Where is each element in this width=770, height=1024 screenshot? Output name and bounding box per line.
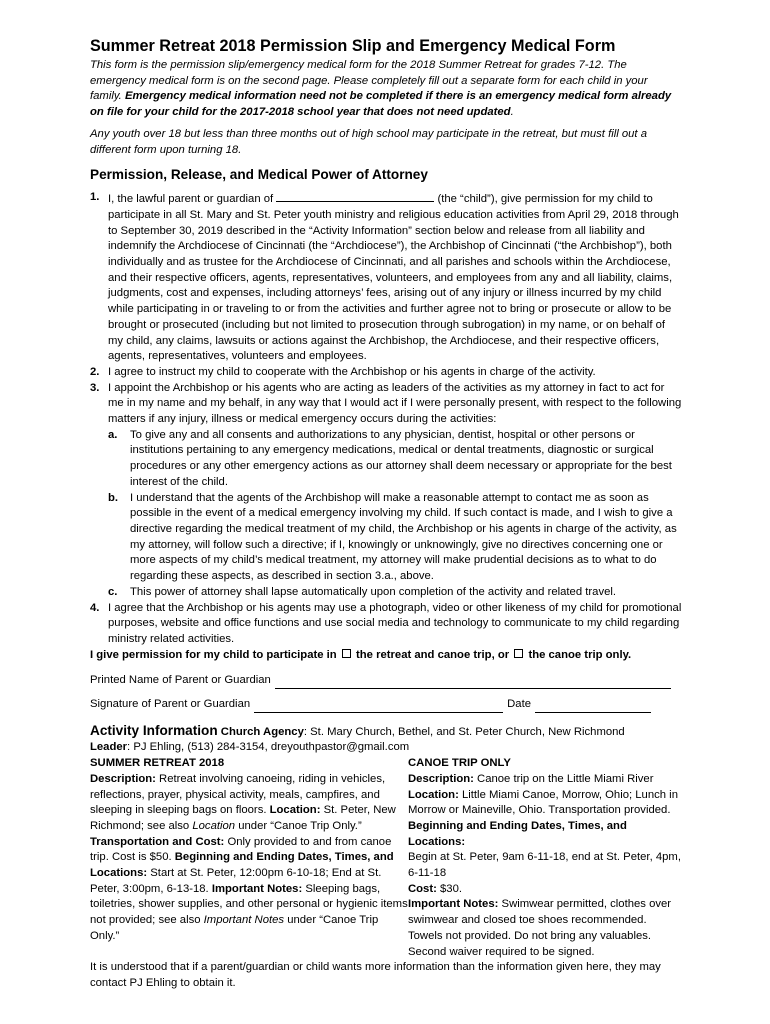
notes-italic: Important Notes xyxy=(203,914,285,927)
location-label: Location: xyxy=(269,804,321,817)
canoe-cost xyxy=(408,882,682,898)
description-text: Retreat involving canoeing, riding in vehicles, reflections, prayer, physical activity, meals, campfires, and sleeping in sleeping bags on floors. xyxy=(90,772,386,817)
notes-text: Swimwear permitted, clothes over swimwear and closed toe shoes recommended. Towels not provided. Do not bring any valuables. Second waiver required to be signed. xyxy=(408,898,672,958)
location-label: Location: xyxy=(408,788,459,801)
canoe-description xyxy=(408,772,682,788)
canoe-only-checkbox[interactable] xyxy=(514,649,523,658)
sub-text: To give any and all consents and authorizations to any physician, dentist, hospital or other persons or institutions pertaining to any emergency medications, medical or dental treatments, diagnostic or surgical procedures or any other emergency actions as our attorney shall deem necessary or appropriate for the best interest of the child. xyxy=(130,428,672,488)
item-number: 3. xyxy=(90,381,100,394)
item-number: 2. xyxy=(90,365,100,378)
location-end: under “Canoe Trip Only.” xyxy=(238,819,362,832)
section-title: Permission, Release, and Medical Power of Attorney xyxy=(90,167,428,183)
activity-header: Activity Information Church Agency: St. Mary Church, Bethel, and St. Peter Church, New Richmond xyxy=(90,722,625,738)
permission-text: I give permission for my child to participate in xyxy=(90,648,337,661)
cost-text: $30. xyxy=(440,882,463,895)
canoe-heading: CANOE TRIP ONLY xyxy=(408,757,511,770)
leader-value: PJ Ehling, (513) 284-3154, dreyouthpastor@gmail.com xyxy=(133,741,410,754)
list-item xyxy=(90,601,682,648)
signature-label: Signature of Parent or Guardian xyxy=(90,698,251,711)
document-page xyxy=(90,36,682,992)
location-text: Little Miami Canoe, Morrow, Ohio; Lunch in Morrow or Maineville, Ohio. Transportation provided. xyxy=(408,788,678,817)
notes-label: Important Notes: xyxy=(211,882,303,895)
dates-label: Beginning and Ending Dates, Times, and Locations: xyxy=(408,819,627,848)
leader-label: Leader xyxy=(90,741,128,754)
retreat-heading: SUMMER RETREAT 2018 xyxy=(90,757,225,770)
sub-item xyxy=(108,585,682,601)
printed-name-field[interactable] xyxy=(275,675,671,689)
intro-bold-text: Emergency medical information need not be completed if there is an emergency medical form already on file for your child for the 2017-2018 school year that does not need updated xyxy=(90,90,672,119)
notes-text: Sleeping bags, toiletries, shower supplies, and other personal or hygienic items not provided; see also xyxy=(90,882,408,927)
date-field[interactable] xyxy=(535,699,651,713)
dates-text: Start at St. Peter, 12:00pm 6-10-18; End at St. Peter, 3:00pm, 6-13-18. xyxy=(90,867,382,895)
permission-line xyxy=(90,648,682,664)
list-item xyxy=(90,190,682,365)
location-italic: Location xyxy=(192,819,236,832)
canoe-column xyxy=(408,756,682,960)
signature-row xyxy=(90,697,682,713)
transportation-text: Only provided to and from canoe trip. Cost is $50. xyxy=(90,835,392,864)
printed-name-label: Printed Name of Parent or Guardian xyxy=(90,674,271,687)
permission-option-text: the canoe trip only. xyxy=(528,648,632,661)
item-number: 1. xyxy=(90,191,100,204)
retreat-column xyxy=(90,756,408,960)
item-text: I, the lawful parent or guardian of xyxy=(108,193,274,206)
item-number: 4. xyxy=(90,601,100,614)
sub-list xyxy=(108,428,682,601)
dates-text: Begin at St. Peter, 9am 6-11-18, end at St. Peter, 4pm, 6-11-18 xyxy=(408,851,681,880)
canoe-location xyxy=(408,788,682,819)
contact-note: It is understood that if a parent/guardian or child wants more information than the information given here, they may contact PJ Ehling to obtain it. xyxy=(90,961,661,989)
description-label: Description: xyxy=(90,772,156,785)
item-text: I agree to instruct my child to cooperate with the Archbishop or his agents in charge of the activity. xyxy=(108,365,596,378)
activity-title: Activity Information xyxy=(90,722,218,738)
notes-label: Important Notes: xyxy=(408,898,499,911)
agency-label: Church Agency xyxy=(220,725,304,738)
item-text: I agree that the Archbishop or his agents may use a photograph, video or other likeness of my child for promotional purposes, website and office functions and use social media and technology to communicate to my child regarding ministry related activities. xyxy=(108,601,682,645)
canoe-notes xyxy=(408,897,682,960)
agency-value: St. Mary Church, Bethel, and St. Peter Church, New Richmond xyxy=(310,725,625,738)
transportation-label: Transportation and Cost: xyxy=(90,835,225,848)
notes-end: under “Canoe Trip Only.” xyxy=(90,914,379,942)
retreat-and-canoe-checkbox[interactable] xyxy=(342,649,351,658)
child-name-field[interactable] xyxy=(276,190,434,202)
terms-list xyxy=(90,190,682,647)
item-text: (the “child”), give permission for my child to participate in all St. Mary and St. Peter youth ministry and religious education activities from April 29, 2018 through to September 30, 2019 described in the “Activity Information” section below and release from all liability and indemnify the Archdiocese of Cincinnati (the “Archdiocese”), the Archbishop of Cincinnati (“the Archbishop”), both individually and as trustee for the Archdiocese of Cincinnati, and all parishes and schools within the Archdiocese, and their respective officers, agents, representatives, volunteers, and employees from any and all liability, claims, judgments, cost and expenses, including attorneys’ fees, arising out of any injury or illness incurred by my child while participating in or traveling to or from the activities and further agree not to bring or prosecute or allow to be brought or prosecuted (including but not limited to prosecution through subrogation) in my name, or on behalf of my child, any claims, lawsuits or actions against the Archbishop, the Archdiocese, and their respective officers, agents, representatives, volunteers and employees. xyxy=(108,193,679,363)
activity-columns xyxy=(90,756,682,960)
retreat-details xyxy=(90,772,408,945)
sub-text: I understand that the agents of the Archbishop will make a reasonable attempt to contact me as soon as possible in the event of a medical emergency involving my child. If such contact is made, and I wish to give a directive regarding the medical treatment of my child, the Archbishop or his agents in charge of the activity, as my attorney, will follow such a directive; if I, knowingly or unknowingly, give no directives concerning one or more aspects of my child’s medical treatment, my attorney will make prudential decisions as to what to do regarding these aspects, as described in section 3.a., above. xyxy=(130,491,677,583)
location-text: St. Peter, New Richmond; see also xyxy=(90,804,396,832)
description-label: Description: xyxy=(408,772,474,785)
dates-label: Beginning and Ending Dates, Times, and Locations: xyxy=(90,851,394,880)
sub-letter: b. xyxy=(108,491,119,504)
description-text: Canoe trip on the Little Miami River xyxy=(477,772,654,785)
intro-paragraph: This form is the permission slip/emergency medical form for the 2018 Summer Retreat for grades 7-12. The emergency medical form is on the second page. Please completely fill out a separate form for each child in your family. Emergency medical information need not be completed if there is an emergency medical form already on file for your child for the 2017-2018 school year that does not need updated. xyxy=(90,59,672,119)
printed-name-row xyxy=(90,673,682,689)
signature-field[interactable] xyxy=(254,699,503,713)
item-text: I appoint the Archbishop or his agents who are acting as leaders of the activities as my attorney in fact to act for me in my name and my behalf, in any way that I would act if I were personally present, with respect to the following matters if any injury, illness or medical emergency occurs during the activities: xyxy=(108,381,682,426)
permission-option-text: the retreat and canoe trip, or xyxy=(355,648,510,661)
sub-item xyxy=(108,491,682,585)
intro-text: This form is the permission slip/emergency medical form for the 2018 Summer Retreat for grades 7-12. The emergency medical form is on the second page. Please completely fill out a separate form for each child in your family. xyxy=(90,59,648,103)
sub-item xyxy=(108,428,682,491)
age-note: Any youth over 18 but less than three months out of high school may participate in the retreat, but must fill out a different form upon turning 18. xyxy=(90,127,647,156)
date-label: Date xyxy=(507,698,532,711)
sub-text: This power of attorney shall lapse automatically upon completion of the activity and related travel. xyxy=(130,585,617,598)
list-item xyxy=(90,365,682,381)
cost-label: Cost: xyxy=(408,882,437,895)
sub-letter: a. xyxy=(108,428,118,441)
sub-letter: c. xyxy=(108,585,118,598)
list-item xyxy=(90,381,682,601)
document-title: Summer Retreat 2018 Permission Slip and Emergency Medical Form xyxy=(90,37,616,55)
leader-row: Leader: PJ Ehling, (513) 284-3154, dreyouthpastor@gmail.com xyxy=(90,741,410,754)
